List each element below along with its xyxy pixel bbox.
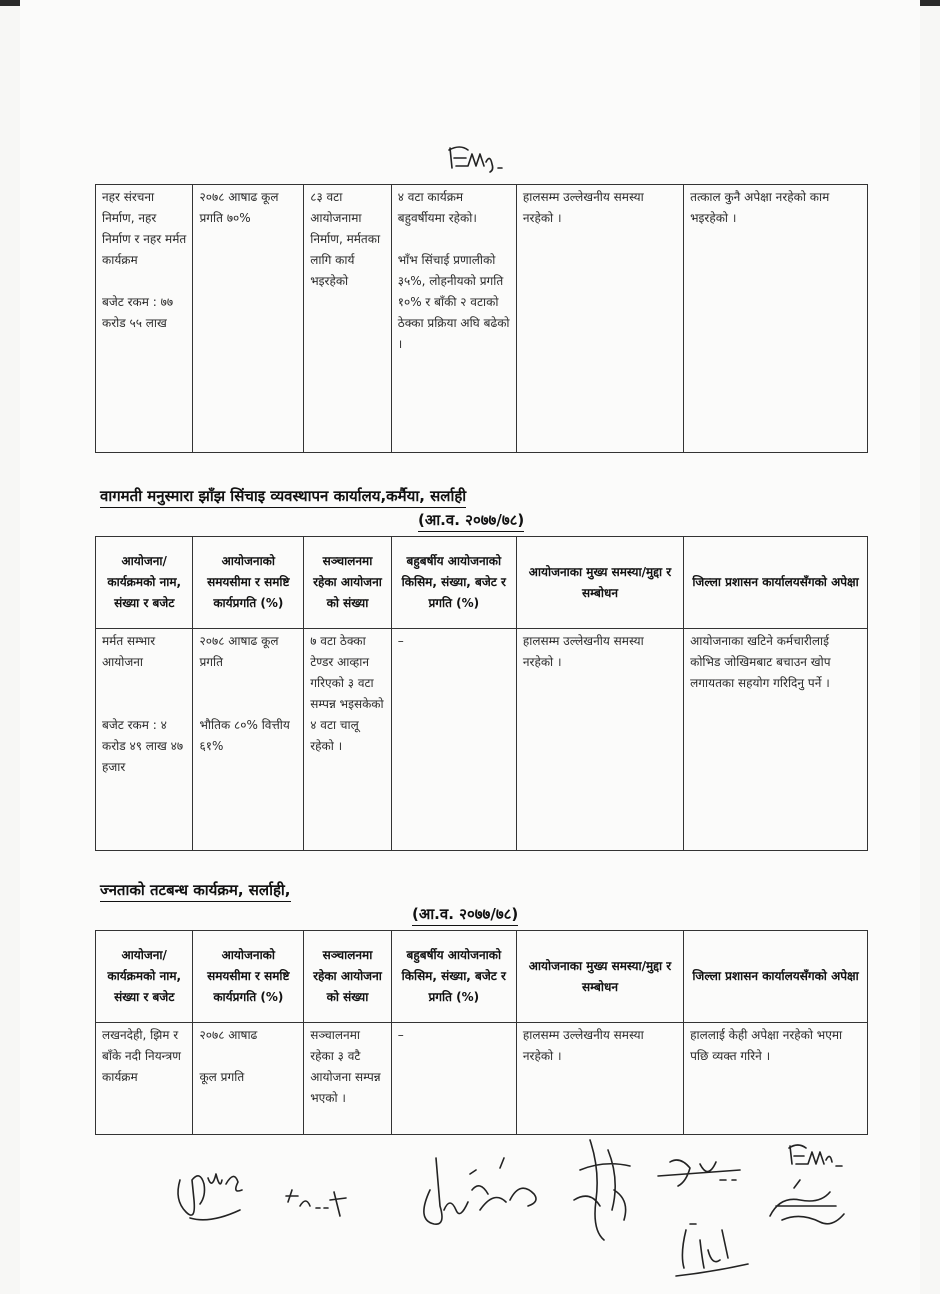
table-cell: नहर संरचना निर्माण, नहर निर्माण र नहर मर्मत कार्यक्रम बजेट रकम : ७७ करोड ५५ लाख: [96, 185, 193, 453]
table-row: [96, 185, 868, 453]
column-header: जिल्ला प्रशासन कार्यालयसँगको अपेक्षा: [684, 537, 868, 629]
table-cell: तत्काल कुनै अपेक्षा नरहेको काम भइरहेको ।: [684, 185, 868, 453]
table-cell: –: [391, 629, 516, 851]
irrigation-canal-table: [95, 184, 868, 453]
section-heading-bagmati: वागमती मनुस्मारा झाँझ सिंचाइ व्यवस्थापन कार्यालय,कर्मैया, सर्लाही: [100, 486, 466, 508]
table-header-row: [96, 537, 868, 629]
column-header: सञ्चालनमा रहेका आयोजना को संख्या: [304, 931, 392, 1023]
table-cell: लखनदेही, झिम र बाँके नदी नियन्त्रण कार्यक्रम: [96, 1023, 193, 1135]
table-row: [96, 629, 868, 851]
signature-5: [650, 1152, 750, 1202]
signature-2: [282, 1182, 352, 1222]
table-cell: –: [391, 1023, 516, 1135]
column-header: आयोजनाको समयसीमा र समष्टि कार्यप्रगति (%): [193, 537, 304, 629]
table-cell: हाललाई केही अपेक्षा नरहेको भएमा पछि व्यक्त गरिने ।: [684, 1023, 868, 1135]
column-header: बहुबर्षीय आयोजनाको किसिम, संख्या, बजेट र प्रगति (%): [391, 931, 516, 1023]
table-cell: हालसम्म उल्लेखनीय समस्या नरहेको ।: [516, 185, 683, 453]
table-cell: आयोजनाका खटिने कर्मचारीलाई कोभिड जोखिमबाट बचाउन खोप लगायतका सहयोग गरिदिनु पर्ने ।: [684, 629, 868, 851]
embankment-project-table: [95, 930, 868, 1135]
column-header: सञ्चालनमा रहेका आयोजना को संख्या: [304, 537, 392, 629]
initials-top-signature: [446, 138, 516, 174]
table-cell: हालसम्म उल्लेखनीय समस्या नरहेको ।: [516, 1023, 683, 1135]
column-header: आयोजनाका मुख्य समस्या/मुद्दा र सम्बोधन: [516, 931, 683, 1023]
fiscal-year-label: (आ.व. २०७७/७८): [412, 904, 518, 926]
table-cell: २०७८ आषाढ कूल प्रगति ७०%: [193, 185, 304, 453]
column-header: बहुबर्षीय आयोजनाको किसिम, संख्या, बजेट र प्रगति (%): [391, 537, 516, 629]
initials-bottom-signature: [786, 1138, 850, 1172]
fiscal-year-label: (आ.व. २०७७/७८): [418, 510, 524, 532]
signature-1: [170, 1160, 270, 1230]
table-cell: ८३ वटा आयोजनामा निर्माण, मर्मतका लागि कार्य भइरहेको: [304, 185, 392, 453]
table-cell: २०७८ आषाढ कूल प्रगति: [193, 1023, 304, 1135]
column-header: आयोजनाको समयसीमा र समष्टि कार्यप्रगति (%): [193, 931, 304, 1023]
table-cell: ४ वटा कार्यक्रम बहुवर्षीयमा रहेको। भाँभ सिंचाई प्रणालीको ३५%, लोहनीयको प्रगति १०% र बाँकी २ वटाको ठेक्का प्रक्रिया अघि बढेको ।: [391, 185, 516, 453]
table-cell: मर्मत सम्भार आयोजना बजेट रकम : ४ करोड ४९ लाख ४७ हजार: [96, 629, 193, 851]
signature-3: [410, 1150, 550, 1240]
signature-7: [760, 1176, 850, 1236]
table-cell: हालसम्म उल्लेखनीय समस्या नरहेको ।: [516, 629, 683, 851]
table-cell: २०७८ आषाढ कूल प्रगति भौतिक ८०% वित्तीय ६१%: [193, 629, 304, 851]
column-header: आयोजना/ कार्यक्रमको नाम, संख्या र बजेट: [96, 537, 193, 629]
column-header: जिल्ला प्रशासन कार्यालयसँगको अपेक्षा: [684, 931, 868, 1023]
table-cell: सञ्चालनमा रहेका ३ वटै आयोजना सम्पन्न भएको ।: [304, 1023, 392, 1135]
section-heading-embankment: ज्नताको तटबन्ध कार्यक्रम, सर्लाही,: [100, 880, 291, 902]
bagmati-project-table: [95, 536, 868, 851]
signature-4: [560, 1130, 650, 1250]
signature-6: [672, 1210, 752, 1280]
table-cell: ७ वटा ठेक्का टेण्डर आव्हान गरिएको ३ वटा सम्पन्न भइसकेको ४ वटा चालू रहेको ।: [304, 629, 392, 851]
table-row: [96, 1023, 868, 1135]
column-header: आयोजनाका मुख्य समस्या/मुद्दा र सम्बोधन: [516, 537, 683, 629]
column-header: आयोजना/ कार्यक्रमको नाम, संख्या र बजेट: [96, 931, 193, 1023]
table-header-row: [96, 931, 868, 1023]
